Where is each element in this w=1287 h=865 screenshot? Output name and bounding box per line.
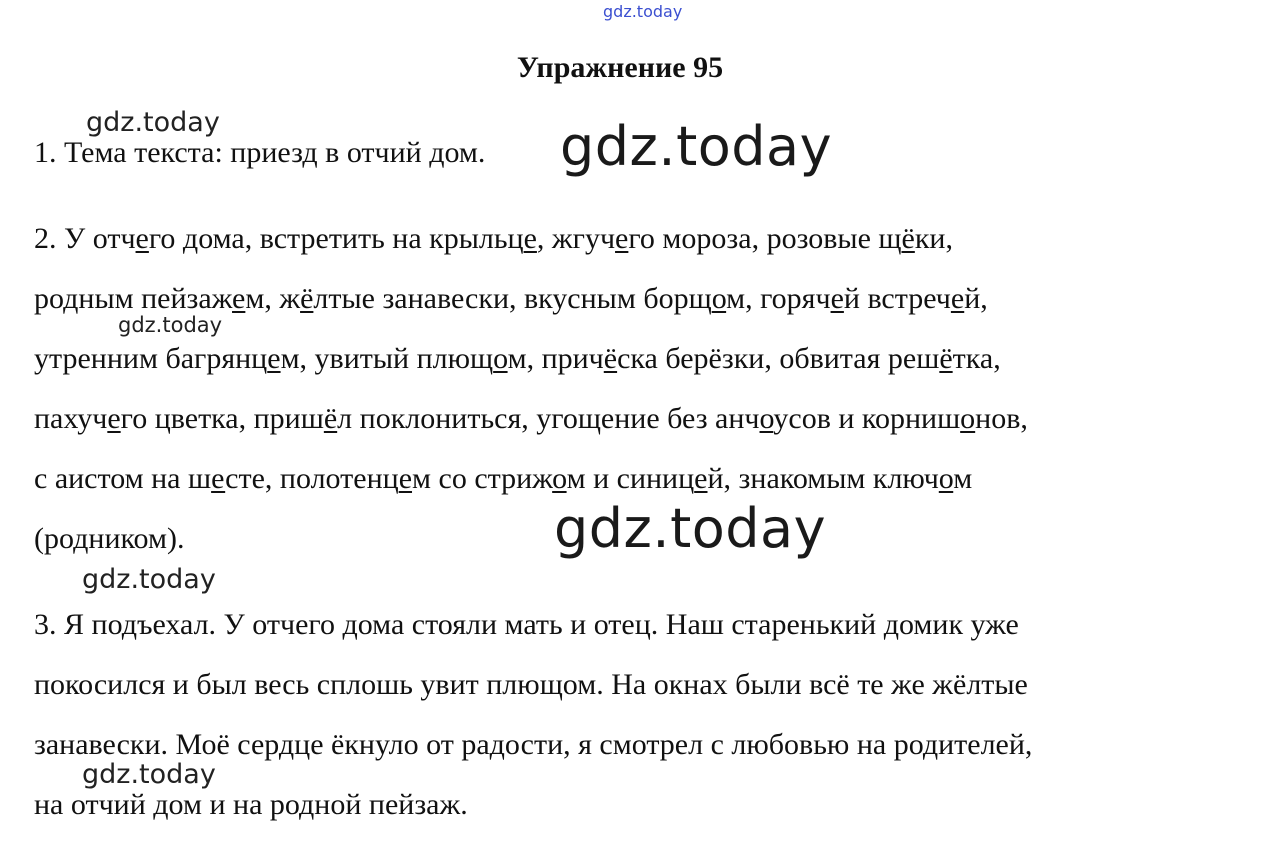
underlined-letter: е <box>232 282 246 315</box>
text-segment: м, ж <box>245 282 301 315</box>
text-segment: лтые занавески, вкусным борщ <box>313 282 712 315</box>
text-segment: го дома, встретить на крыльц <box>148 222 524 255</box>
paragraph-2-line <box>34 281 988 317</box>
text-segment: м и синиц <box>566 462 695 495</box>
text-segment: м, увитый плющ <box>280 342 494 375</box>
paragraph-2-line <box>34 341 1001 377</box>
underlined-letter: е <box>107 402 121 435</box>
text-segment: м со стриж <box>412 462 553 495</box>
text-segment: ки, <box>914 222 953 255</box>
text-segment: м, прич <box>507 342 604 375</box>
paragraph-2-line <box>34 461 972 497</box>
underlined-letter: е <box>615 222 629 255</box>
text-segment: ска берёзки, обвитая реш <box>617 342 940 375</box>
underlined-letter: е <box>830 282 844 315</box>
text-segment: (родником). <box>34 522 185 555</box>
underlined-letter: ё <box>300 282 314 315</box>
underlined-letter: е <box>267 342 281 375</box>
underlined-letter: о <box>960 402 976 435</box>
underlined-letter: е <box>135 222 149 255</box>
text-segment: родным пейзаж <box>34 282 233 315</box>
page-title: Упражнение 95 <box>516 51 724 84</box>
underlined-letter: о <box>759 402 774 435</box>
paragraph-3-line: занавески. Моё сердце ёкнуло от радости, я смотрел с любовью на родителей, <box>34 728 1033 761</box>
underlined-letter: ё <box>323 402 338 435</box>
text-segment: й, <box>964 282 988 315</box>
underlined-letter: е <box>694 462 708 495</box>
watermark: gdz.today <box>86 107 220 138</box>
text-segment: го цветка, приш <box>120 402 324 435</box>
text-segment: л поклониться, угощение без анч <box>337 402 760 435</box>
text-segment: м, горяч <box>726 282 831 315</box>
underlined-letter: о <box>552 462 567 495</box>
underlined-letter: е <box>398 462 413 495</box>
text-segment: 2. У отч <box>34 222 136 255</box>
text-segment: пахуч <box>34 402 108 435</box>
text-segment: , жгуч <box>536 222 616 255</box>
underlined-letter: ё <box>603 342 618 375</box>
text-segment: го мороза, розовые щ <box>628 222 902 255</box>
text-segment: тка, <box>952 342 1001 375</box>
underlined-letter: ё <box>901 222 915 255</box>
underlined-letter: е <box>950 282 965 315</box>
watermark: gdz.today <box>82 564 216 595</box>
underlined-letter: о <box>938 462 954 495</box>
underlined-letter: о <box>493 342 508 375</box>
watermark-top: gdz.today <box>603 2 683 21</box>
paragraph-2-line <box>34 401 1028 437</box>
paragraph-1-line: 1. Тема текста: приезд в отчий дом. <box>34 136 486 169</box>
text-segment: усов и корниш <box>773 402 961 435</box>
underlined-letter: е <box>211 462 226 495</box>
paragraph-3-line: 3. Я подъехал. У отчего дома стояли мать и отец. Наш старенький домик уже <box>34 608 1019 641</box>
watermark-large: gdz.today <box>560 115 833 178</box>
text-segment: с аистом на ш <box>34 462 212 495</box>
text-segment: сте, полотенц <box>225 462 399 495</box>
text-segment: м <box>953 462 973 495</box>
paragraph-2-line <box>34 221 953 257</box>
text-segment: нов, <box>975 402 1028 435</box>
underlined-letter: о <box>711 282 727 315</box>
text-segment: й встреч <box>843 282 951 315</box>
underlined-letter: ё <box>939 342 953 375</box>
paragraph-2-line <box>34 521 184 557</box>
underlined-letter: е <box>523 222 537 255</box>
paragraph-3-line: на отчий дом и на родной пейзаж. <box>34 788 468 821</box>
watermark-large: gdz.today <box>554 497 827 560</box>
watermark: gdz.today <box>118 313 223 337</box>
text-segment: й, знакомым ключ <box>707 462 939 495</box>
watermark: gdz.today <box>82 759 216 790</box>
text-segment: утренним багрянц <box>34 342 268 375</box>
paragraph-3-line: покосился и был весь сплошь увит плющом. На окнах были всё те же жёлтые <box>34 668 1028 701</box>
